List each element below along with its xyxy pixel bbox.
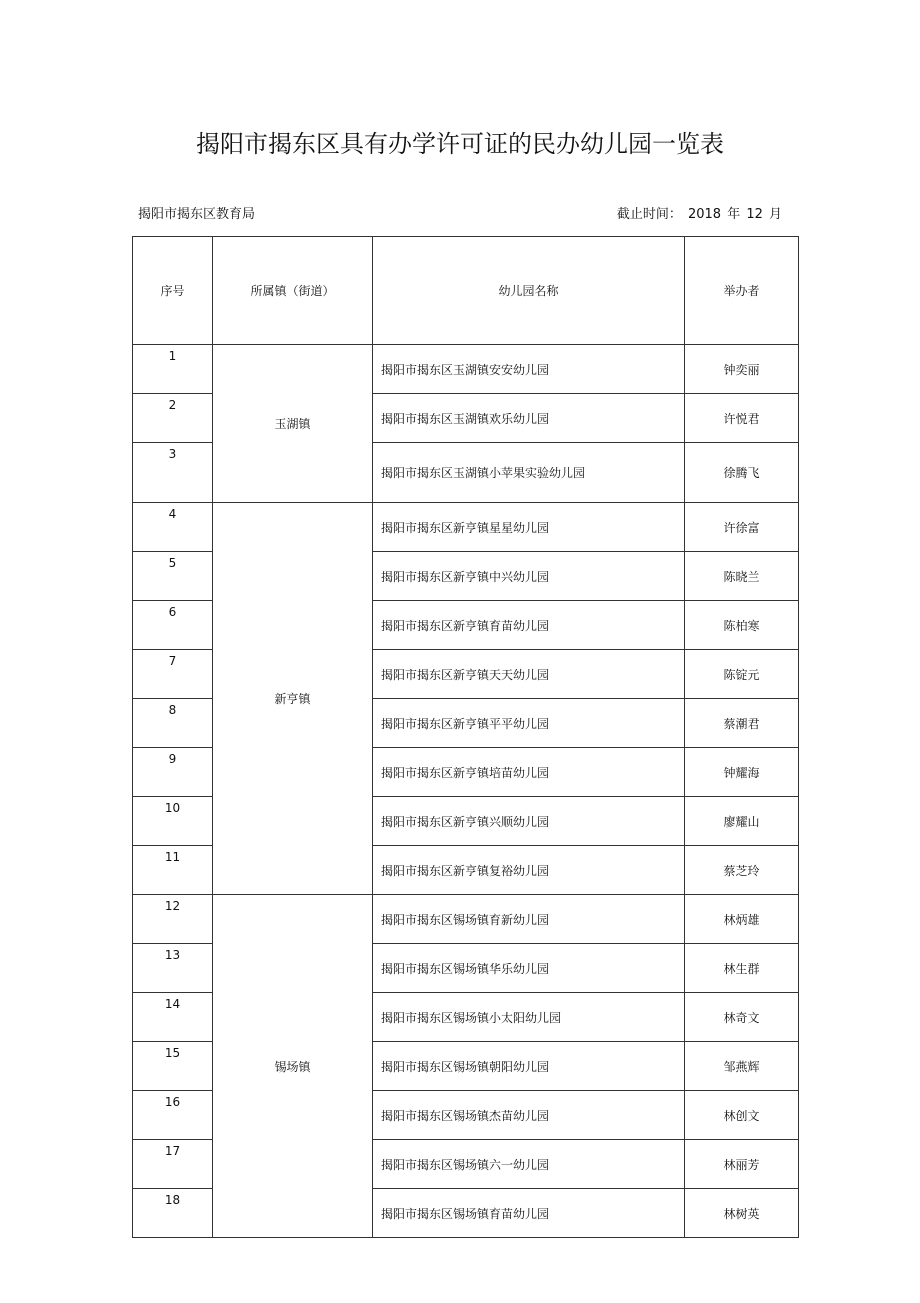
row-index: 14 [133, 993, 213, 1042]
holder-name: 林树英 [685, 1189, 799, 1238]
table-header-row [133, 237, 799, 345]
holder-name: 林生群 [685, 944, 799, 993]
table-row [133, 895, 799, 944]
row-index: 6 [133, 601, 213, 650]
table-row [133, 345, 799, 394]
holder-name: 林炳雄 [685, 895, 799, 944]
table-body [133, 345, 799, 1238]
town-cell: 玉湖镇 [213, 345, 373, 503]
cutoff-date: 截止时间： 2018 年 12 月 [616, 207, 782, 222]
kindergarten-name: 揭阳市揭东区新亨镇平平幼儿园 [373, 699, 685, 748]
holder-name: 林奇文 [685, 993, 799, 1042]
header-kindergarten-name: 幼儿园名称 [373, 237, 685, 345]
kindergarten-name: 揭阳市揭东区新亨镇中兴幼儿园 [373, 552, 685, 601]
holder-name: 蔡芝玲 [685, 846, 799, 895]
kindergarten-table [132, 236, 799, 1238]
kindergarten-name: 揭阳市揭东区新亨镇天天幼儿园 [373, 650, 685, 699]
holder-name: 许悦君 [685, 394, 799, 443]
kindergarten-name: 揭阳市揭东区锡场镇华乐幼儿园 [373, 944, 685, 993]
kindergarten-name: 揭阳市揭东区锡场镇小太阳幼儿园 [373, 993, 685, 1042]
table-row [133, 503, 799, 552]
row-index: 5 [133, 552, 213, 601]
holder-name: 陈晓兰 [685, 552, 799, 601]
row-index: 8 [133, 699, 213, 748]
header-holder: 举办者 [685, 237, 799, 345]
row-index: 10 [133, 797, 213, 846]
kindergarten-name: 揭阳市揭东区锡场镇育苗幼儿园 [373, 1189, 685, 1238]
row-index: 15 [133, 1042, 213, 1091]
holder-name: 钟耀海 [685, 748, 799, 797]
row-index: 1 [133, 345, 213, 394]
kindergarten-name: 揭阳市揭东区玉湖镇安安幼儿园 [373, 345, 685, 394]
holder-name: 徐腾飞 [685, 443, 799, 503]
town-cell: 新亨镇 [213, 503, 373, 895]
holder-name: 蔡潮君 [685, 699, 799, 748]
kindergarten-name: 揭阳市揭东区锡场镇六一幼儿园 [373, 1140, 685, 1189]
row-index: 11 [133, 846, 213, 895]
town-cell: 锡场镇 [213, 895, 373, 1238]
row-index: 4 [133, 503, 213, 552]
row-index: 16 [133, 1091, 213, 1140]
kindergarten-name: 揭阳市揭东区玉湖镇小苹果实验幼儿园 [373, 443, 685, 503]
row-index: 2 [133, 394, 213, 443]
kindergarten-name: 揭阳市揭东区新亨镇培苗幼儿园 [373, 748, 685, 797]
header-town: 所属镇（街道） [213, 237, 373, 345]
holder-name: 陈锭元 [685, 650, 799, 699]
header-index: 序号 [133, 237, 213, 345]
kindergarten-name: 揭阳市揭东区新亨镇兴顺幼儿园 [373, 797, 685, 846]
issuer-label: 揭阳市揭东区教育局 [138, 207, 256, 222]
row-index: 18 [133, 1189, 213, 1238]
row-index: 3 [133, 443, 213, 503]
row-index: 12 [133, 895, 213, 944]
row-index: 13 [133, 944, 213, 993]
row-index: 17 [133, 1140, 213, 1189]
holder-name: 廖耀山 [685, 797, 799, 846]
row-index: 9 [133, 748, 213, 797]
row-index: 7 [133, 650, 213, 699]
kindergarten-name: 揭阳市揭东区新亨镇育苗幼儿园 [373, 601, 685, 650]
kindergarten-name: 揭阳市揭东区锡场镇育新幼儿园 [373, 895, 685, 944]
kindergarten-name: 揭阳市揭东区锡场镇杰苗幼儿园 [373, 1091, 685, 1140]
holder-name: 林创文 [685, 1091, 799, 1140]
holder-name: 钟奕丽 [685, 345, 799, 394]
kindergarten-name: 揭阳市揭东区新亨镇复裕幼儿园 [373, 846, 685, 895]
kindergarten-name: 揭阳市揭东区锡场镇朝阳幼儿园 [373, 1042, 685, 1091]
holder-name: 陈柏寒 [685, 601, 799, 650]
holder-name: 许徐富 [685, 503, 799, 552]
kindergarten-name: 揭阳市揭东区新亨镇星星幼儿园 [373, 503, 685, 552]
holder-name: 林丽芳 [685, 1140, 799, 1189]
kindergarten-name: 揭阳市揭东区玉湖镇欢乐幼儿园 [373, 394, 685, 443]
page-title: 揭阳市揭东区具有办学许可证的民办幼儿园一览表 [196, 130, 724, 158]
holder-name: 邹燕辉 [685, 1042, 799, 1091]
